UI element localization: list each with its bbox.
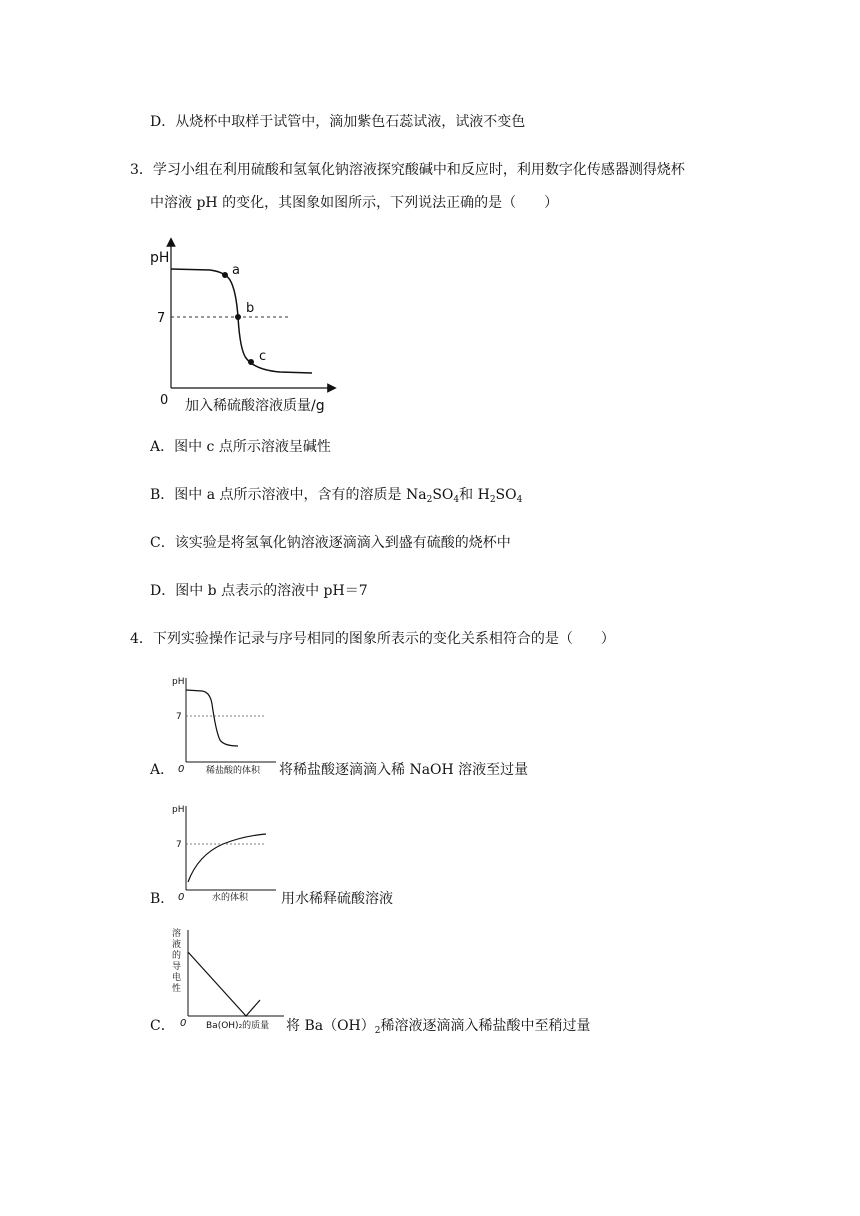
q3-point-c [248,359,254,365]
q3-label-a: a [232,263,240,278]
q3-y-label: pH [150,250,170,266]
q3-stem-line1: 3．学习小组在利用硫酸和氢氧化钠溶液探究酸碱中和反应时，利用数字化传感器测得烧杯 [130,162,685,178]
svg-text:性: 性 [172,984,182,994]
svg-text:0: 0 [178,764,185,775]
q4-stem: 4．下列实验操作记录与序号相同的图象所表示的变化关系相符合的是（ ） [130,631,615,647]
q3-option-c: C．该实验是将氢氧化钠溶液逐滴滴入到盛有硫酸的烧杯中 [150,535,511,551]
svg-text:电: 电 [172,973,182,983]
q4-c-text: 将 $Ba(OH)_2$稀溶液逐滴滴入稀盐酸中至稍过量 [286,1018,591,1036]
q4-a-figure [168,672,278,776]
q3-ph-figure [140,232,360,417]
q3-stem-line2: 中溶液 pH 的变化，其图象如图所示，下列说法正确的是（ ） [150,195,559,211]
q4-b-curve [188,834,266,882]
svg-text:Ba(OH)₂的质量: Ba(OH)₂的质量 [206,1021,270,1031]
svg-text:pH: pH [172,805,185,815]
svg-text:液: 液 [172,940,182,950]
q4-b-text: 用水稀释硫酸溶液 [281,891,393,907]
q3-option-d: D．图中 b 点表示的溶液中 pH＝7 [150,583,368,599]
q3-x-label: 加入稀硫酸溶液质量/g [185,398,325,414]
svg-text:导: 导 [172,962,182,972]
q3-point-b [235,314,241,320]
svg-text:溶: 溶 [172,929,182,939]
q3-ph-curve [171,269,312,373]
svg-text:的: 的 [172,951,182,961]
q3-point-a [222,272,228,278]
q3-origin: 0 [160,393,169,408]
q2-option-d: D．从烧杯中取样于试管中，滴加紫色石蕊试液，试液不变色 [150,114,526,130]
svg-text:7: 7 [176,840,182,850]
q4-b-figure [168,800,278,906]
q4-c-label: C． [150,1018,175,1034]
q3-label-c: c [259,349,267,364]
svg-text:7: 7 [176,712,182,722]
q4-a-curve [186,690,238,746]
q4-a-text: 将稀盐酸逐滴滴入稀 NaOH 溶液至过量 [279,762,529,778]
q4-a-label: A． [150,762,175,778]
q3-option-a: A．图中 c 点所示溶液呈碱性 [150,439,331,455]
svg-text:水的体积: 水的体积 [212,893,249,903]
q3-label-b: b [246,301,255,316]
svg-text:0: 0 [180,1018,187,1029]
q4-b-label: B． [150,891,175,907]
svg-text:0: 0 [178,892,185,903]
svg-text:pH: pH [172,677,185,687]
svg-text:稀盐酸的体积: 稀盐酸的体积 [206,766,261,776]
q3-y-tick-7: 7 [157,311,166,326]
q4-c-figure [168,924,286,1034]
q4-c-curve [188,952,260,1016]
q3-option-b: B．图中 a 点所示溶液中，含有的溶质是 $Na_2SO_4$和 $H_2SO_4$ [150,487,523,505]
